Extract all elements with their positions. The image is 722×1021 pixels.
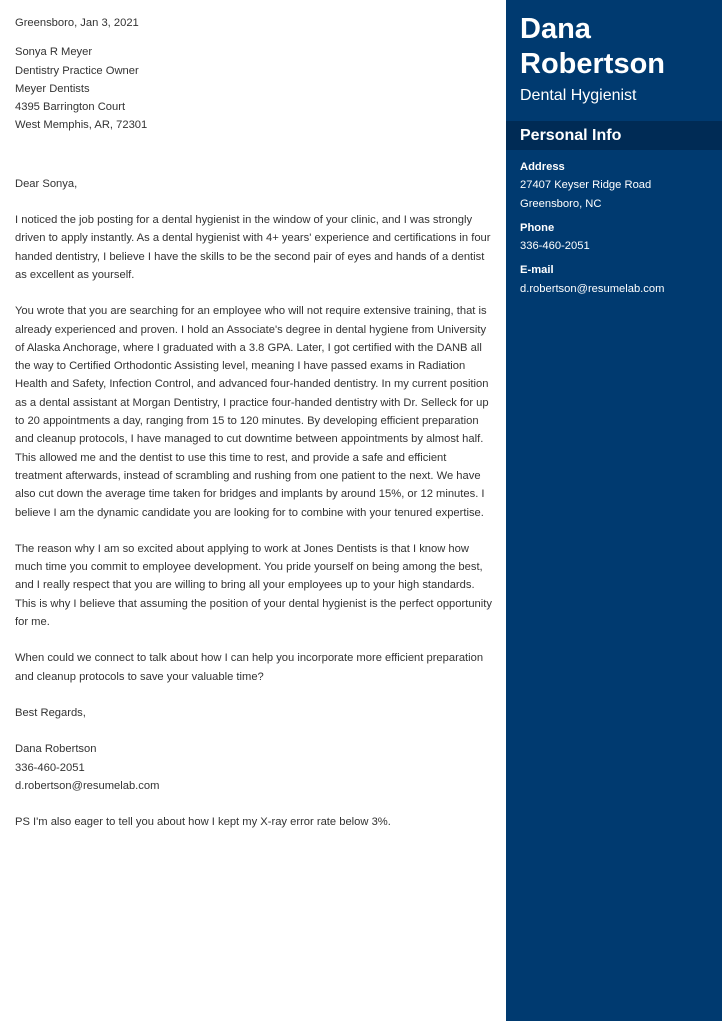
letter-date: Greensboro, Jan 3, 2021 — [15, 17, 139, 29]
letter-closing: Best Regards, — [15, 706, 86, 719]
applicant-last-name: Robertson — [520, 47, 665, 80]
recipient-company: Meyer Dentists — [15, 82, 90, 95]
salutation: Dear Sonya, — [15, 177, 78, 190]
address-line-2: Greensboro, NC — [520, 197, 602, 210]
letter-paragraph-motivation: The reason why I am so excited about applying to work at Jones Dentists is that I know how much time you commit to employee development. You pride yourself on being among the best, and I really respect that you are willing to bring all your employees up to your high standards. This is why I believe that assuming the position of your dental hygienist is the perfect opportunity for me. — [15, 542, 492, 629]
email-value: d.robertson@resumelab.com — [520, 282, 665, 295]
recipient-street: 4395 Barrington Court — [15, 101, 126, 114]
recipient-name: Sonya R Meyer — [15, 46, 93, 59]
applicant-first-name: Dana — [520, 13, 591, 45]
address-line-1: 27407 Keyser Ridge Road — [520, 179, 652, 192]
phone-value: 336-460-2051 — [520, 240, 590, 253]
phone-group — [520, 219, 716, 256]
letter-paragraph-intro: I noticed the job posting for a dental hygienist in the window of your clinic, and I was strongly driven to apply instantly. As a dental hygienist with 4+ years' experience and certifications in four handed dentistry, I believe I have the skills to be the second pair of eyes and hands of a dentist as excellent as yourself. — [15, 214, 491, 281]
address-group — [520, 158, 716, 213]
letter-paragraph-call-to-action: When could we connect to talk about how I can help you incorporate more efficient preparation and cleanup protocols to save your valuable time? — [15, 652, 484, 683]
letter-postscript: PS I'm also eager to tell you about how I kept my X-ray error rate below 3%. — [15, 816, 391, 829]
phone-label: Phone — [520, 221, 555, 234]
address-label: Address — [520, 161, 565, 173]
email-group — [520, 261, 716, 298]
personal-info — [520, 158, 716, 304]
applicant-name — [520, 12, 716, 81]
letter-body — [15, 14, 493, 831]
signature-email: d.robertson@resumelab.com — [15, 779, 160, 792]
recipient-block — [15, 43, 493, 134]
signature-name: Dana Robertson — [15, 743, 97, 756]
recipient-city: West Memphis, AR, 72301 — [15, 119, 148, 132]
personal-info-title: Personal Info — [520, 127, 622, 144]
signature-block — [15, 740, 493, 795]
signature-phone: 336-460-2051 — [15, 761, 85, 774]
personal-info-header — [506, 121, 722, 150]
letter-paragraph-qualifications: You wrote that you are searching for an employee who will not require extensive training, that is already experienced and proven. I hold an Associate's degree in dental hygiene from University of Alaska Anchorage, where I graduated with a 3.8 GPA. Later, I got certified with the DANB all the way to Certified Orthodontic Assisting level, meaning I have passed exams in Radiation Health and Safety, Infection Control, and advanced four-handed dentistry. In my current position as a dental assistant at Morgan Dentistry, I practice four-handed dentistry with Dr. Selleck for up to 20 appointments a day, ranging from 15 to 120 minutes. By developing efficient preparation and cleanup protocols, I have managed to cut downtime between appointments by almost half. This allowed me and the dentist to use this time to rest, and provide a safe and efficient treatment afterwards, instead of scrambling and rushing from one patient to the next. We have also cut down the average time taken for bridges and implants by around 15%, or 12 minutes. I believe I am the dynamic candidate you are looking for to combine with your tenured expertise. — [15, 305, 489, 519]
sidebar — [506, 0, 722, 1021]
applicant-job-title: Dental Hygienist — [520, 87, 637, 104]
email-label: E-mail — [520, 264, 554, 277]
recipient-position: Dentistry Practice Owner — [15, 64, 139, 77]
